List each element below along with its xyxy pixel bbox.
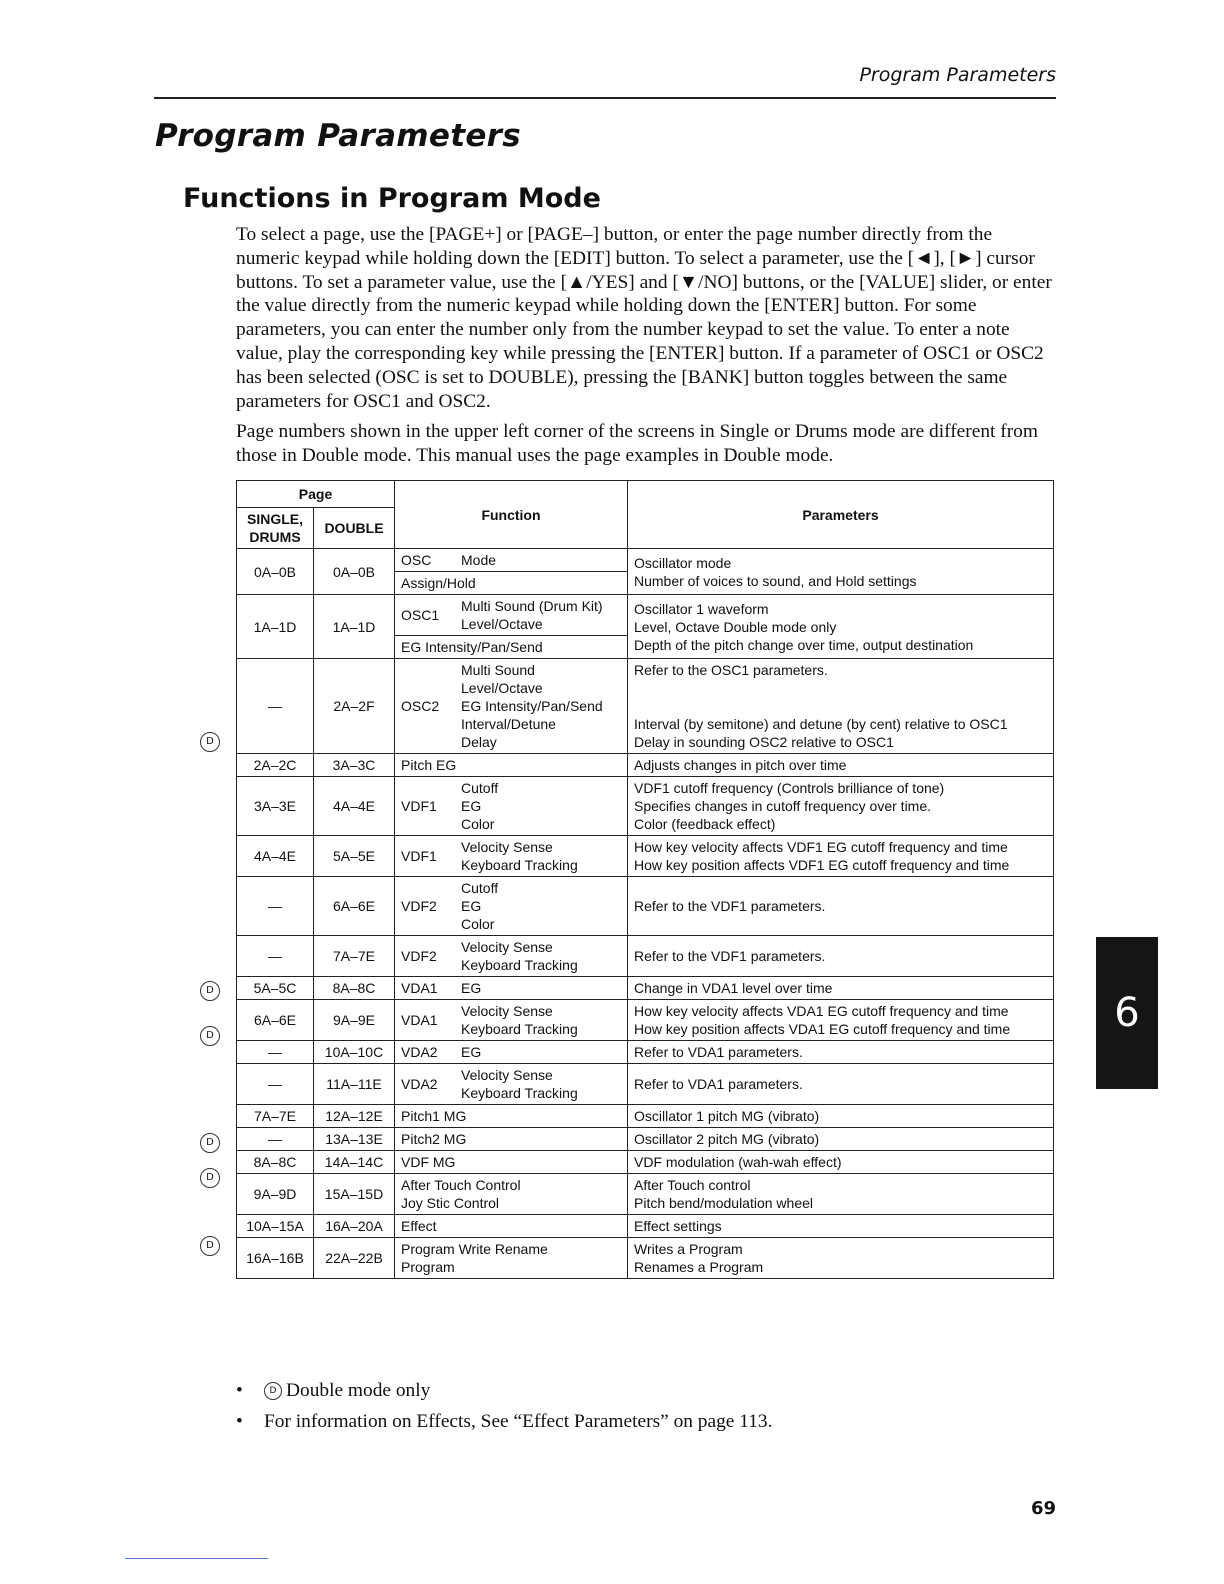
page-title: Program Parameters [155, 118, 522, 154]
double-page-cell: 11A–11E [314, 1064, 395, 1105]
parameters-cell: Refer to the OSC1 parameters. Interval (by semitone) and detune (by cent) relative to OSC1 Delay in sounding OSC2 relative to OSC1 [628, 659, 1054, 754]
parameters-cell: Effect settings [628, 1215, 1054, 1238]
function-cell [395, 777, 628, 836]
function-cell [395, 1151, 628, 1174]
function-items: Cutoff EG Color [461, 780, 499, 832]
table-row [237, 1041, 1054, 1064]
single-page-cell: 0A–0B [237, 549, 314, 595]
parameters-cell: Oscillator 1 pitch MG (vibrato) [628, 1105, 1054, 1128]
function-header: Function [395, 481, 628, 549]
program-parameters-table [236, 480, 1054, 1279]
table-row [237, 754, 1054, 777]
parameters-cell: Change in VDA1 level over time [628, 977, 1054, 1000]
single-page-cell: 10A–15A [237, 1215, 314, 1238]
table-row [237, 1238, 1054, 1279]
single-page-cell: 7A–7E [237, 1105, 314, 1128]
list-item: • D Double mode only [236, 1375, 772, 1406]
function-group: VDF1 [401, 798, 437, 814]
function-cell [395, 1064, 628, 1105]
function-items: Velocity Sense Keyboard Tracking [461, 1067, 578, 1101]
function-items: Cutoff EG Color [461, 880, 499, 932]
double-header: DOUBLE [314, 508, 395, 549]
table-row [237, 1128, 1054, 1151]
function-cell [395, 977, 628, 1000]
double-mode-marker: D [200, 1168, 220, 1188]
table-row [237, 1215, 1054, 1238]
double-page-cell: 0A–0B [314, 549, 395, 595]
function-items: EG [461, 1044, 482, 1060]
table-row [237, 1000, 1054, 1041]
parameters-cell: Refer to the VDF1 parameters. [628, 936, 1054, 977]
double-page-cell: 4A–4E [314, 777, 395, 836]
table-row [237, 836, 1054, 877]
double-mode-symbol: D [264, 1382, 282, 1400]
double-mode-marker: D [200, 1236, 220, 1256]
double-mode-marker: D [200, 732, 220, 752]
function-group: Program Write Rename Program [401, 1241, 548, 1275]
function-group: Pitch EG [401, 757, 457, 773]
function-group: Effect [401, 1218, 437, 1234]
parameters-cell: After Touch control Pitch bend/modulation wheel [628, 1174, 1054, 1215]
function-group: VDF MG [401, 1154, 456, 1170]
table-row [237, 936, 1054, 977]
footer-line [125, 1558, 268, 1559]
function-group: After Touch Control Joy Stic Control [401, 1177, 521, 1211]
parameters-cell: VDF modulation (wah-wah effect) [628, 1151, 1054, 1174]
double-page-cell: 16A–20A [314, 1215, 395, 1238]
double-page-cell: 1A–1D [314, 595, 395, 659]
single-page-cell: 1A–1D [237, 595, 314, 659]
single-page-cell: 3A–3E [237, 777, 314, 836]
double-page-cell: 12A–12E [314, 1105, 395, 1128]
parameters-cell: Refer to the VDF1 parameters. [628, 877, 1054, 936]
function-items: EG [461, 980, 482, 996]
table-row [237, 1064, 1054, 1105]
double-mode-marker: D [200, 1133, 220, 1153]
function-items: Mode [461, 552, 497, 568]
single-page-cell: — [237, 936, 314, 977]
note-effects: For information on Effects, See “Effect Parameters” on page 113. [264, 1411, 773, 1432]
single-page-cell: 4A–4E [237, 836, 314, 877]
function-group: Pitch1 MG [401, 1108, 467, 1124]
function-cell [395, 1105, 628, 1128]
single-page-cell: 16A–16B [237, 1238, 314, 1279]
single-page-cell: — [237, 1128, 314, 1151]
function-group: OSC [401, 552, 432, 568]
list-item: • For information on Effects, See “Effect Parameters” on page 113. [236, 1406, 772, 1437]
function-group: VDA1 [401, 1012, 438, 1028]
parameters-cell: Refer to VDA1 parameters. [628, 1064, 1054, 1105]
function-cell [395, 877, 628, 936]
function-group: Pitch2 MG [401, 1131, 467, 1147]
parameters-cell: Refer to VDA1 parameters. [628, 1041, 1054, 1064]
intro-paragraph: To select a page, use the [PAGE+] or [PAGE–] button, or enter the page number directly from the numeric keypad while holding down the [EDIT] button. To select a parameter, use the [◄], [►] cursor buttons. To set a parameter value, use the [▲/YES] and [▼/NO] buttons, or the [VALUE] slider, or enter the value directly from the numeric keypad while holding down the [ENTER] button. For some parameters, you can enter the number only from the number keypad to set the value. To enter a note value, play the corresponding key while pressing the [ENTER] button. If a parameter of OSC1 or OSC2 has been selected (OSC is set to DOUBLE), pressing the [BANK] button toggles between the same parameters for OSC1 and OSC2. [236, 224, 1052, 412]
function-cell [395, 1128, 628, 1151]
single-page-cell: — [237, 1064, 314, 1105]
parameters-header: Parameters [628, 481, 1054, 549]
double-page-cell: 6A–6E [314, 877, 395, 936]
running-header: Program Parameters [859, 64, 1056, 86]
parameters-cell: How key velocity affects VDA1 EG cutoff frequency and time How key position affects VDA1 EG cutoff frequency and time [628, 1000, 1054, 1041]
single-page-cell: 8A–8C [237, 1151, 314, 1174]
parameters-cell: Oscillator 1 waveform Level, Octave Double mode only Depth of the pitch change over time, output destination [628, 595, 1054, 659]
function-group: VDA2 [401, 1044, 438, 1060]
single-page-cell: 5A–5C [237, 977, 314, 1000]
single-page-cell: — [237, 1041, 314, 1064]
function-subrow: Assign/Hold [395, 571, 627, 592]
table-row [237, 595, 1054, 659]
function-cell [395, 936, 628, 977]
function-items: Velocity Sense Keyboard Tracking [461, 839, 578, 873]
function-group: VDF1 [401, 848, 437, 864]
single-page-cell: — [237, 877, 314, 936]
note-double-mode: Double mode only [286, 1380, 431, 1401]
page-number: 69 [1030, 1498, 1056, 1519]
function-cell [395, 1238, 628, 1279]
notes-list [236, 1375, 772, 1437]
table-row [237, 877, 1054, 936]
function-items: Velocity Sense Keyboard Tracking [461, 939, 578, 973]
parameters-cell: VDF1 cutoff frequency (Controls brilliance of tone) Specifies changes in cutoff frequency over time. Color (feedback effect) [628, 777, 1054, 836]
function-cell [395, 595, 628, 659]
header-rule [154, 97, 1056, 99]
double-page-cell: 15A–15D [314, 1174, 395, 1215]
single-page-cell: 2A–2C [237, 754, 314, 777]
double-page-cell: 5A–5E [314, 836, 395, 877]
chapter-thumb-tab: 6 [1096, 937, 1158, 1089]
parameters-cell: How key velocity affects VDF1 EG cutoff frequency and time How key position affects VDF1 EG cutoff frequency and time [628, 836, 1054, 877]
function-group: OSC2 [401, 698, 440, 714]
function-cell [395, 836, 628, 877]
parameters-cell: Oscillator 2 pitch MG (vibrato) [628, 1128, 1054, 1151]
double-page-cell: 10A–10C [314, 1041, 395, 1064]
table-row [237, 549, 1054, 595]
section-heading: Functions in Program Mode [183, 183, 601, 214]
function-group: VDA2 [401, 1076, 438, 1092]
double-page-cell: 14A–14C [314, 1151, 395, 1174]
double-mode-marker: D [200, 1026, 220, 1046]
single-page-cell: 6A–6E [237, 1000, 314, 1041]
function-group: VDF2 [401, 898, 437, 914]
table-row [237, 1174, 1054, 1215]
single-drums-header: SINGLE, DRUMS [237, 508, 314, 549]
function-cell [395, 1000, 628, 1041]
parameters-cell: Writes a Program Renames a Program [628, 1238, 1054, 1279]
function-subrow: EG Intensity/Pan/Send [395, 635, 627, 656]
parameters-cell: Adjusts changes in pitch over time [628, 754, 1054, 777]
double-page-cell: 2A–2F [314, 659, 395, 754]
table-row [237, 777, 1054, 836]
function-cell [395, 1041, 628, 1064]
double-page-cell: 8A–8C [314, 977, 395, 1000]
single-page-cell: — [237, 659, 314, 754]
function-cell [395, 1174, 628, 1215]
table-row [237, 1151, 1054, 1174]
function-cell [395, 1215, 628, 1238]
function-items: Velocity Sense Keyboard Tracking [461, 1003, 578, 1037]
parameters-cell: Oscillator mode Number of voices to sound, and Hold settings [628, 549, 1054, 595]
double-mode-marker: D [200, 981, 220, 1001]
double-page-cell: 13A–13E [314, 1128, 395, 1151]
double-page-cell: 3A–3C [314, 754, 395, 777]
double-page-cell: 9A–9E [314, 1000, 395, 1041]
table-row [237, 977, 1054, 1000]
function-group: VDF2 [401, 948, 437, 964]
function-items: Multi Sound (Drum Kit) Level/Octave [461, 598, 603, 632]
double-page-cell: 7A–7E [314, 936, 395, 977]
table-row [237, 659, 1054, 754]
page-number-note-paragraph: Page numbers shown in the upper left corner of the screens in Single or Drums mode are different from those in Double mode. This manual uses the page examples in Double mode. [236, 421, 1038, 466]
page-header: Page [237, 481, 395, 508]
single-page-cell: 9A–9D [237, 1174, 314, 1215]
function-group: VDA1 [401, 980, 438, 996]
function-group: OSC1 [401, 607, 440, 623]
function-cell [395, 754, 628, 777]
function-items: Multi Sound Level/Octave EG Intensity/Pan/Send Interval/Detune Delay [461, 662, 603, 750]
function-cell [395, 659, 628, 754]
function-cell [395, 549, 628, 595]
double-page-cell: 22A–22B [314, 1238, 395, 1279]
table-row [237, 1105, 1054, 1128]
